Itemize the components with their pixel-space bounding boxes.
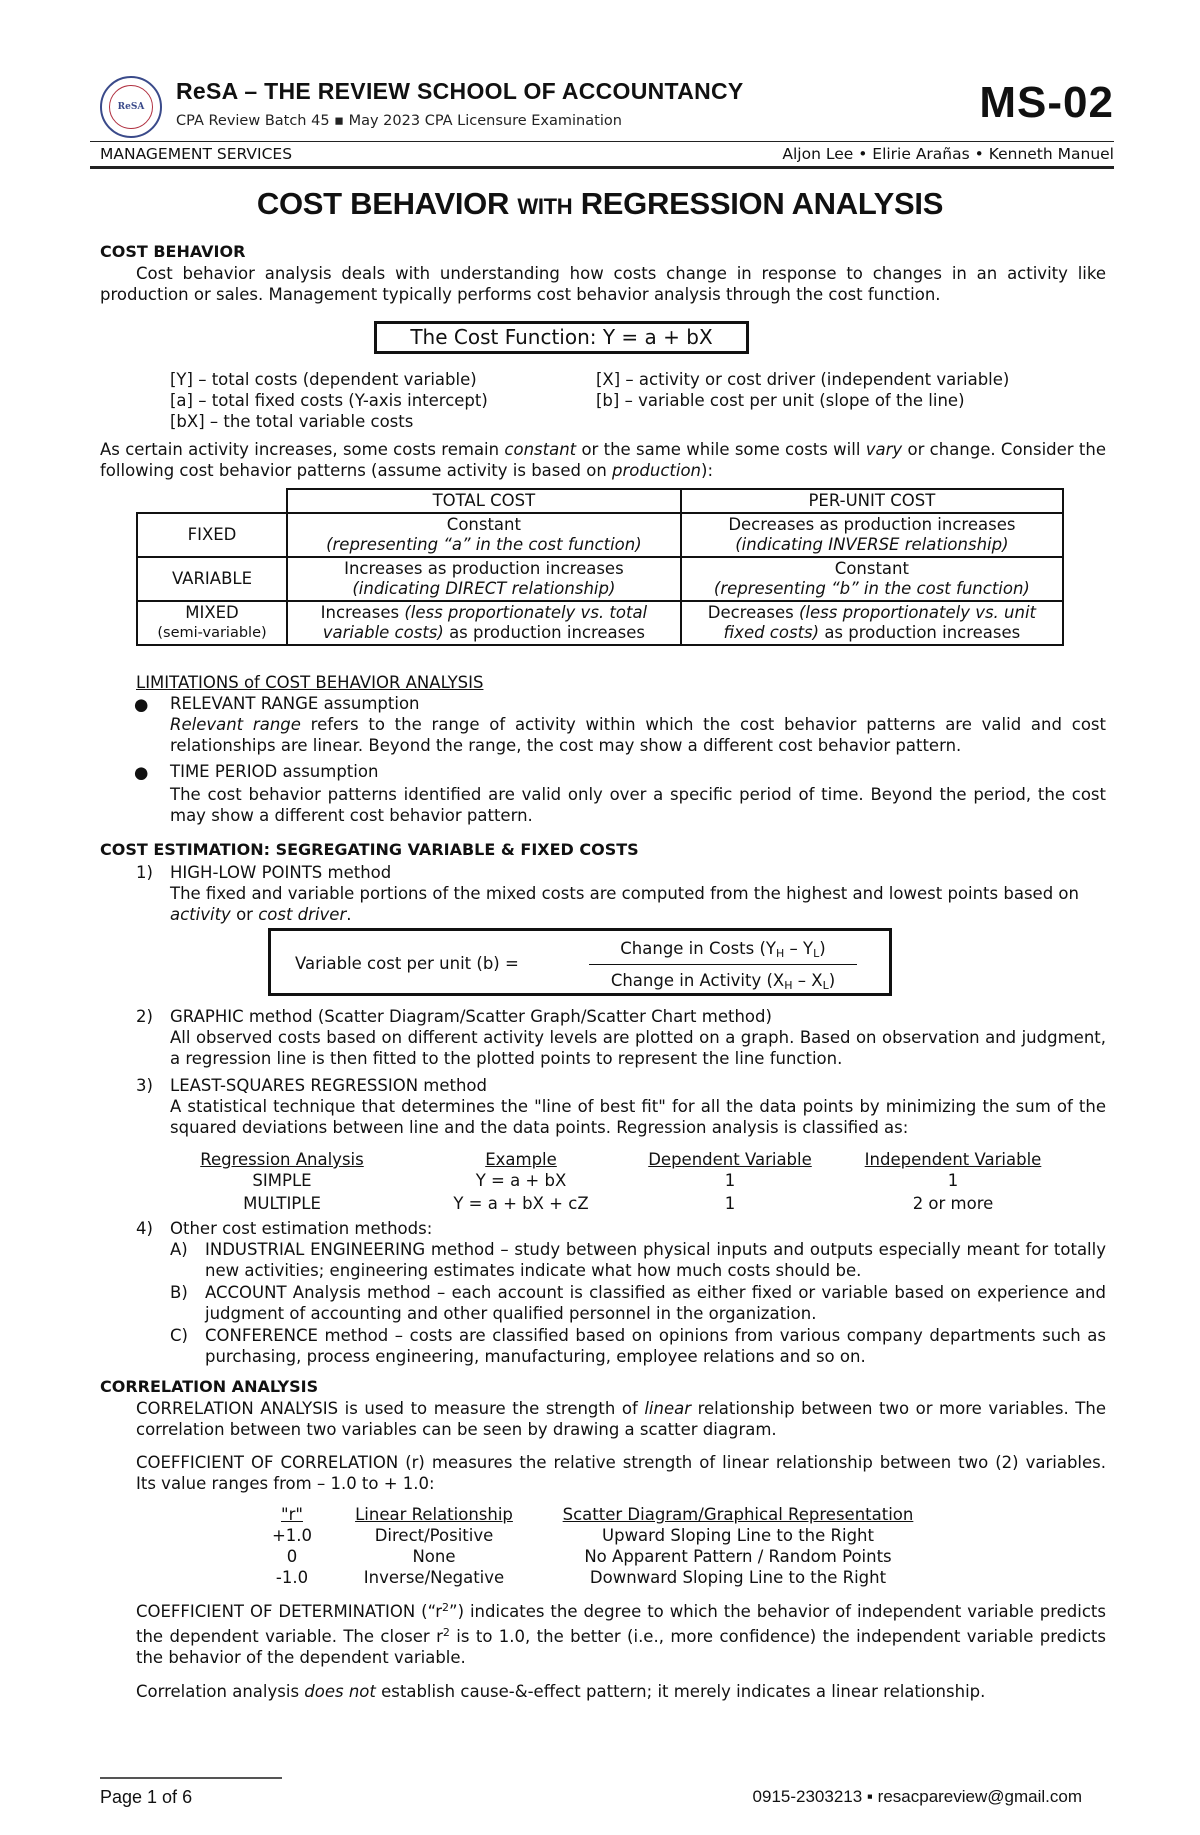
limitation-2-text: The cost behavior patterns identified are valid only over a specific period of time. Beyond the period, the cost may show a different cost behavior pattern.: [170, 785, 1106, 825]
reg-header-dependent: Dependent Variable: [648, 1150, 812, 1169]
reg-cell: 1: [724, 1171, 736, 1190]
def-a: [a] – total fixed costs (Y-axis intercept): [170, 391, 488, 410]
school-name: ReSA – THE REVIEW SCHOOL OF ACCOUNTANCY: [176, 78, 744, 104]
method-4-title: Other cost estimation methods:: [170, 1219, 433, 1238]
corr-cell: +1.0: [271, 1526, 313, 1545]
row-label-fixed: FIXED: [137, 513, 287, 557]
fixed-total-cell: Constant (representing “a” in the cost function): [287, 513, 681, 557]
corr-header-relationship: Linear Relationship: [355, 1505, 513, 1524]
method-1-title: HIGH-LOW POINTS method: [170, 863, 392, 882]
reg-cell: 2 or more: [912, 1194, 994, 1213]
method-b-text: ACCOUNT Analysis method – each account is classified as either fixed or variable based on experience and judgment of accounting and other qualified personnel in the organization.: [205, 1283, 1106, 1323]
reg-header-example: Example: [485, 1150, 557, 1169]
method-c-label: C): [170, 1326, 188, 1345]
corr-cell: 0: [286, 1547, 298, 1566]
reg-cell: Y = a + bX + cZ: [453, 1194, 589, 1213]
method-3-number: 3): [136, 1076, 153, 1095]
corr-cell: None: [412, 1547, 456, 1566]
footer-rule: [100, 1777, 282, 1779]
header-divider: [90, 141, 1114, 142]
row-label-mixed: MIXED (semi-variable): [137, 601, 287, 645]
fraction-line: [589, 964, 857, 965]
table-header-row: [137, 489, 1063, 513]
section-heading-correlation: CORRELATION ANALYSIS: [100, 1377, 319, 1396]
handout-code: MS-02: [979, 78, 1114, 127]
bullet-icon: ●: [134, 695, 149, 714]
correlation-para-2: COEFFICIENT OF CORRELATION (r) measures the relative strength of linear relationship between two (2) variables. Its value ranges from – 1.0 to + 1.0:: [136, 1453, 1106, 1493]
table-row: [137, 513, 1063, 557]
mixed-unit-cell: Decreases (less proportionately vs. unit fixed costs) as production increases: [681, 601, 1063, 645]
page-title: COST BEHAVIOR WITH REGRESSION ANALYSIS: [256, 186, 944, 221]
school-logo: [100, 76, 162, 138]
reg-cell: 1: [724, 1194, 736, 1213]
corr-cell: Inverse/Negative: [363, 1568, 505, 1587]
method-a-text: INDUSTRIAL ENGINEERING method – study between physical inputs and outputs especially meant for totally new activities; engineering estimates indicate what how much costs should be.: [205, 1240, 1106, 1280]
formula-left: Variable cost per unit (b) =: [295, 954, 519, 973]
cost-behavior-table: [136, 488, 1064, 646]
method-2-title: GRAPHIC method (Scatter Diagram/Scatter Graph/Scatter Chart method): [170, 1007, 772, 1026]
reg-cell: 1: [947, 1171, 959, 1190]
corr-header-r: "r": [281, 1505, 303, 1524]
patterns-intro: As certain activity increases, some costs remain constant or the same while some costs will vary or change. Consider the following cost behavior patterns (assume activity is based on production):: [100, 440, 1106, 480]
method-a-label: A): [170, 1240, 188, 1259]
corr-header-scatter: Scatter Diagram/Graphical Representation: [562, 1505, 914, 1524]
reg-cell: SIMPLE: [252, 1171, 312, 1190]
method-1-number: 1): [136, 863, 153, 882]
def-b: [b] – variable cost per unit (slope of the line): [596, 391, 965, 410]
method-2-text: All observed costs based on different activity levels are plotted on a graph. Based on observation and judgment, a regression line is then fitted to the plotted points to represent the line function.: [170, 1028, 1106, 1068]
limitations-heading: LIMITATIONS of COST BEHAVIOR ANALYSIS: [136, 673, 484, 692]
method-2-number: 2): [136, 1007, 153, 1026]
col-per-unit-cost: PER-UNIT COST: [681, 489, 1063, 513]
variable-total-cell: Increases as production increases (indicating DIRECT relationship): [287, 557, 681, 601]
header-bottom-rule: [90, 166, 1114, 169]
batch-info: CPA Review Batch 45 ▪ May 2023 CPA Licensure Examination: [176, 113, 622, 129]
reg-cell: MULTIPLE: [243, 1194, 321, 1213]
bullet-icon: ●: [134, 763, 149, 782]
limitation-1-text: Relevant range refers to the range of activity within which the cost behavior patterns are valid and cost relationships are linear. Beyond the range, the cost may show a different cost behavior pattern.: [170, 715, 1106, 755]
variable-unit-cell: Constant (representing “b” in the cost function): [681, 557, 1063, 601]
method-1-text: The fixed and variable portions of the mixed costs are computed from the highest and lowest points based on activity or cost driver.: [170, 884, 1079, 924]
method-3-text: A statistical technique that determines the "line of best fit" for all the data points by minimizing the sum of the squared deviations between line and the data points. Regression analysis is classified as:: [170, 1097, 1106, 1137]
cost-behavior-intro: Cost behavior analysis deals with understanding how costs change in response to changes in an activity like production or sales. Management typically performs cost behavior analysis through the cost function.: [100, 264, 1106, 304]
def-x: [X] – activity or cost driver (independent variable): [596, 370, 1010, 389]
section-heading-cost-estimation: COST ESTIMATION: SEGREGATING VARIABLE & FIXED COSTS: [100, 840, 639, 859]
high-low-formula-box: [268, 928, 892, 996]
reg-header-type: Regression Analysis: [200, 1150, 364, 1169]
method-3-title: LEAST-SQUARES REGRESSION method: [170, 1076, 488, 1095]
table-row: [137, 557, 1063, 601]
page-number: Page 1 of 6: [100, 1787, 193, 1807]
method-b-label: B): [170, 1283, 188, 1302]
method-4-number: 4): [136, 1219, 153, 1238]
reg-cell: Y = a + bX: [475, 1171, 567, 1190]
contact-info: 0915-2303213 ▪ resacpareview@gmail.com: [752, 1787, 1082, 1806]
fixed-unit-cell: Decreases as production increases (indicating INVERSE relationship): [681, 513, 1063, 557]
row-label-variable: VARIABLE: [137, 557, 287, 601]
formula-numerator: Change in Costs $(Y_H - Y_L)$: [620, 939, 826, 960]
correlation-para-3: COEFFICIENT OF DETERMINATION $(“r^2”)$ indicates the degree to which the behavior of independent variable predicts the dependent variable. The closer $r^2$ is to 1.0, the better (i.e., more confidence) the independent variable predicts the behavior of the dependent variable.: [136, 1601, 1107, 1667]
subject-label: MANAGEMENT SERVICES: [100, 145, 293, 163]
correlation-para-4: Correlation analysis does not establish cause-&-effect pattern; it merely indicates a linear relationship.: [136, 1682, 986, 1701]
corr-cell: Upward Sloping Line to the Right: [602, 1526, 874, 1545]
cost-function-box: The Cost Function: Y = a + bX: [374, 321, 749, 354]
correlation-para-1: CORRELATION ANALYSIS is used to measure the strength of linear relationship between two or more variables. The correlation between two variables can be seen by drawing a scatter diagram.: [136, 1399, 1106, 1439]
def-y: [Y] – total costs (dependent variable): [170, 370, 477, 389]
section-heading-cost-behavior: COST BEHAVIOR: [100, 242, 246, 261]
def-bx: [bX] – the total variable costs: [170, 412, 414, 431]
table-row: [137, 601, 1063, 645]
corr-cell: Direct/Positive: [374, 1526, 494, 1545]
limitation-1-title: RELEVANT RANGE assumption: [170, 694, 420, 713]
col-total-cost: TOTAL COST: [287, 489, 681, 513]
corr-cell: No Apparent Pattern / Random Points: [584, 1547, 892, 1566]
reg-header-independent: Independent Variable: [864, 1150, 1042, 1169]
corr-cell: -1.0: [275, 1568, 309, 1587]
authors-label: Aljon Lee • Elirie Arañas • Kenneth Manuel: [782, 145, 1114, 163]
corr-cell: Downward Sloping Line to the Right: [589, 1568, 887, 1587]
mixed-total-cell: Increases (less proportionately vs. total variable costs) as production increases: [287, 601, 681, 645]
logo-seal: ReSA: [109, 85, 153, 129]
limitation-2-title: TIME PERIOD assumption: [170, 762, 379, 781]
method-c-text: CONFERENCE method – costs are classified based on opinions from various company departments such as purchasing, process engineering, manufacturing, employee relations and so on.: [205, 1326, 1106, 1366]
formula-denominator: Change in Activity $(X_H - X_L)$: [610, 971, 836, 992]
